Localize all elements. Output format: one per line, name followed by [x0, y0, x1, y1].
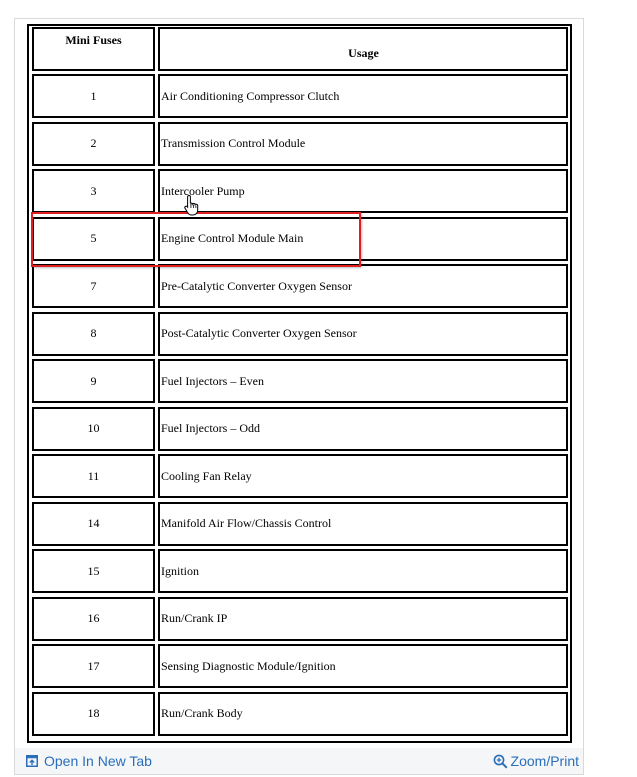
table-row: [30, 264, 569, 310]
table-row: [30, 359, 569, 405]
fuse-number-cell: 17: [32, 644, 155, 688]
fuse-number-cell: 3: [32, 169, 155, 213]
table-row: [30, 312, 569, 358]
header-usage: Usage: [158, 27, 568, 71]
usage-cell: Fuel Injectors – Even: [158, 359, 568, 403]
fuse-number-cell: 7: [32, 264, 155, 308]
zoom-print-label: Zoom/Print: [510, 753, 579, 769]
usage-cell: Transmission Control Module: [158, 122, 568, 166]
usage-cell: Air Conditioning Compressor Clutch: [158, 74, 568, 118]
usage-cell: Fuel Injectors – Odd: [158, 407, 568, 451]
usage-cell: Run/Crank Body: [158, 692, 568, 736]
table-row: [30, 454, 569, 500]
table-row: [30, 549, 569, 595]
fuse-table: [27, 24, 572, 743]
open-in-new-tab-icon: [26, 755, 38, 767]
table-row: [30, 502, 569, 548]
table-row-highlighted: [30, 217, 569, 263]
fuse-number-cell: 15: [32, 549, 155, 593]
zoom-in-icon: [493, 754, 508, 769]
open-in-new-tab-link[interactable]: [26, 753, 152, 769]
open-in-new-tab-label: Open In New Tab: [44, 753, 152, 769]
fuse-number-cell: 5: [32, 217, 155, 261]
header-mini-fuses: Mini Fuses: [32, 27, 155, 71]
fuse-number-cell: 14: [32, 502, 155, 546]
table-row: [30, 644, 569, 690]
viewer-footer: [15, 748, 583, 774]
table-row: [30, 169, 569, 215]
usage-cell: Ignition: [158, 549, 568, 593]
usage-cell: Pre-Catalytic Converter Oxygen Sensor: [158, 264, 568, 308]
usage-cell: Cooling Fan Relay: [158, 454, 568, 498]
fuse-number-cell: 2: [32, 122, 155, 166]
usage-cell: Post-Catalytic Converter Oxygen Sensor: [158, 312, 568, 356]
fuse-number-cell: 9: [32, 359, 155, 403]
usage-cell: Intercooler Pump: [158, 169, 568, 213]
usage-cell: Manifold Air Flow/Chassis Control: [158, 502, 568, 546]
hand-cursor-icon: [183, 194, 201, 216]
zoom-print-link[interactable]: [493, 753, 579, 769]
table-row: [30, 692, 569, 738]
usage-cell: Sensing Diagnostic Module/Ignition: [158, 644, 568, 688]
fuse-number-cell: 10: [32, 407, 155, 451]
fuse-number-cell: 11: [32, 454, 155, 498]
usage-cell: Engine Control Module Main: [158, 217, 568, 261]
usage-cell: Run/Crank IP: [158, 597, 568, 641]
table-row: [30, 74, 569, 120]
table-row: [30, 407, 569, 453]
table-row: [30, 122, 569, 168]
fuse-number-cell: 16: [32, 597, 155, 641]
fuse-number-cell: 1: [32, 74, 155, 118]
table-header-row: [30, 27, 569, 73]
fuse-number-cell: 18: [32, 692, 155, 736]
fuse-number-cell: 8: [32, 312, 155, 356]
table-row: [30, 597, 569, 643]
